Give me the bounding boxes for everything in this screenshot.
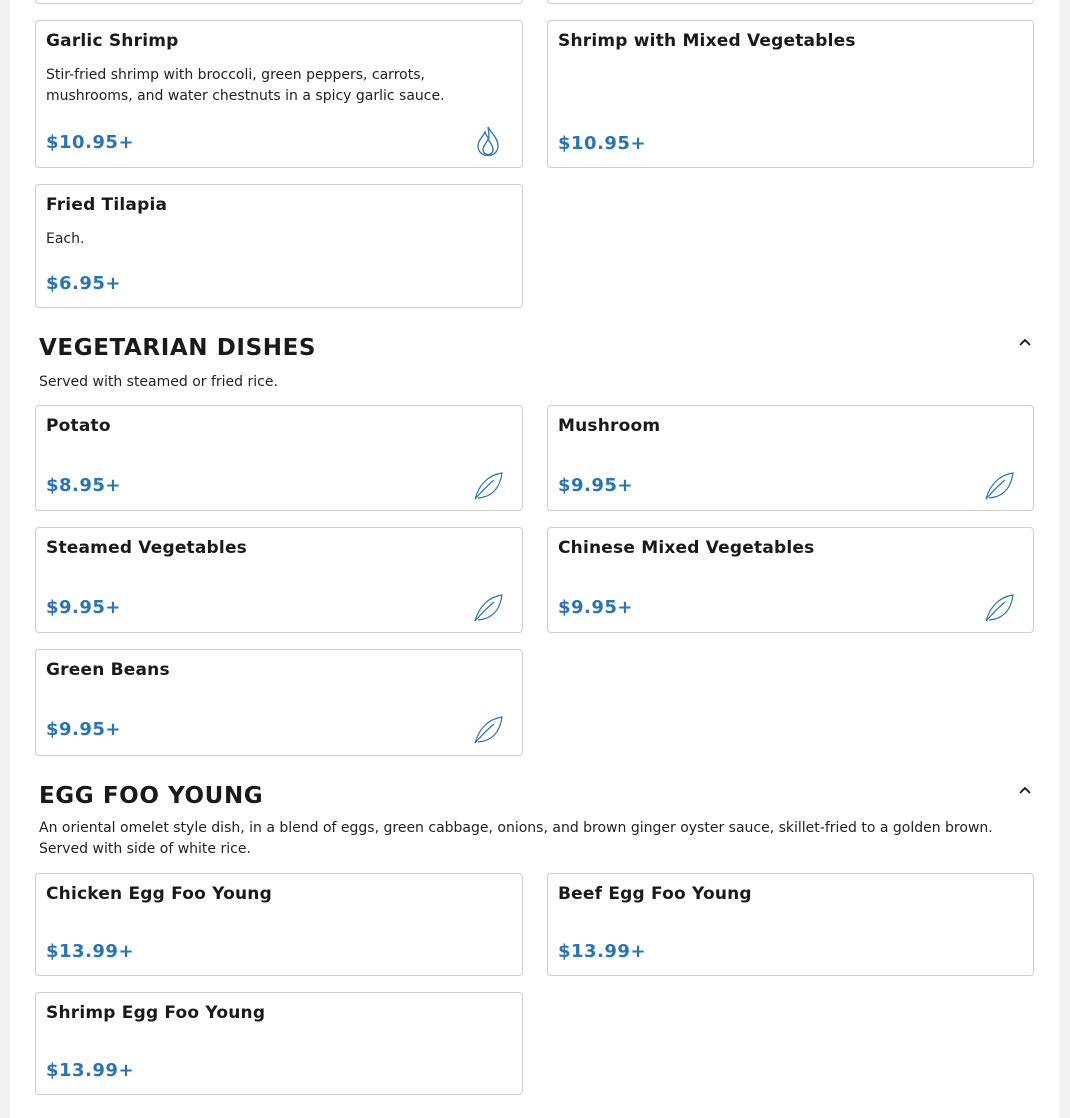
leaf-icon <box>472 592 504 624</box>
leaf-icon <box>472 714 504 746</box>
menu-item-card[interactable] <box>35 649 523 756</box>
item-price: $13.99+ <box>46 1060 135 1081</box>
item-name: Fried Tilapia <box>46 195 168 215</box>
leaf-icon <box>983 592 1015 624</box>
item-name: Steamed Vegetables <box>46 538 248 558</box>
item-price: $10.95+ <box>558 133 647 154</box>
section-description: Served with steamed or fried rice. <box>39 374 278 390</box>
item-price: $9.95+ <box>558 475 634 496</box>
menu-item-card[interactable] <box>547 873 1034 976</box>
menu-item-card[interactable] <box>35 20 523 168</box>
menu-item-card-partial[interactable] <box>547 0 1034 4</box>
item-name: Potato <box>46 416 111 436</box>
item-price: $10.95+ <box>46 132 135 153</box>
menu-item-card[interactable] <box>35 873 523 976</box>
item-name: Mushroom <box>558 416 661 436</box>
flame-icon <box>472 125 504 157</box>
item-name: Shrimp with Mixed Vegetables <box>558 31 856 51</box>
item-price: $9.95+ <box>46 719 122 740</box>
item-name: Garlic Shrimp <box>46 31 179 51</box>
menu-item-card[interactable] <box>547 20 1034 168</box>
menu-item-card[interactable] <box>547 405 1034 511</box>
chevron-up-icon[interactable] <box>1017 334 1033 350</box>
section-title: EGG FOO YOUNG <box>39 783 264 809</box>
item-price: $13.99+ <box>46 941 135 962</box>
item-price: $13.99+ <box>558 941 647 962</box>
item-description: Stir-fried shrimp with broccoli, green peppers, carrots, mushrooms, and water chestnuts in a spicy garlic sauce. <box>46 67 445 104</box>
menu-item-card[interactable] <box>35 184 523 308</box>
item-price: $6.95+ <box>46 273 122 294</box>
item-name: Chinese Mixed Vegetables <box>558 538 815 558</box>
item-name: Green Beans <box>46 660 170 680</box>
item-name: Beef Egg Foo Young <box>558 884 752 904</box>
menu-item-card-partial[interactable] <box>35 0 523 4</box>
leaf-icon <box>472 470 504 502</box>
chevron-up-icon[interactable] <box>1017 782 1033 798</box>
item-description: Each. <box>46 231 85 247</box>
leaf-icon <box>983 470 1015 502</box>
section-title: VEGETARIAN DISHES <box>39 335 317 361</box>
item-price: $9.95+ <box>558 597 634 618</box>
menu-item-card[interactable] <box>35 992 523 1095</box>
item-price: $9.95+ <box>46 597 122 618</box>
menu-item-card[interactable] <box>35 527 523 633</box>
menu-page <box>10 0 1059 1118</box>
menu-item-card[interactable] <box>35 405 523 511</box>
item-name: Shrimp Egg Foo Young <box>46 1003 266 1023</box>
menu-item-card[interactable] <box>547 527 1034 633</box>
item-name: Chicken Egg Foo Young <box>46 884 272 904</box>
section-description: An oriental omelet style dish, in a blend of eggs, green cabbage, onions, and brown ginger oyster sauce, skillet-fried to a golden brown. Served with side of white rice. <box>39 820 993 857</box>
item-price: $8.95+ <box>46 475 122 496</box>
